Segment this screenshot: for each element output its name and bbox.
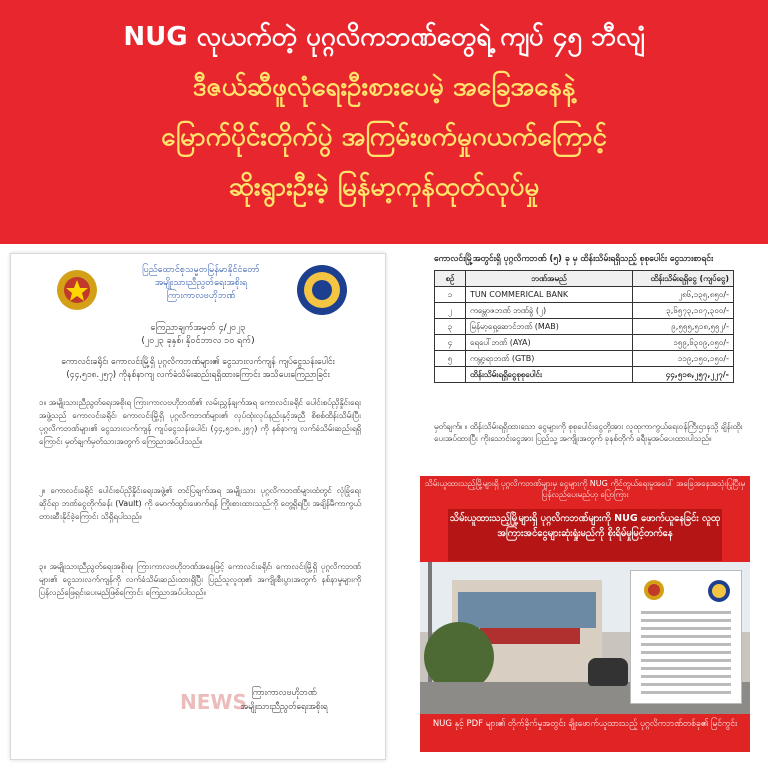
headline-line-4: ဆိုးရွားဦးမဲ့ မြန်မာ့ကုန်ထုတ်လုပ်မှု <box>228 172 540 202</box>
total-label: ထိန်းသိမ်းရရှိငွေစုစုပေါင်း <box>466 367 633 383</box>
bank-building-photo <box>420 562 750 714</box>
inset-document-thumbnail <box>630 570 742 704</box>
central-bank-seal-icon <box>296 264 348 316</box>
table-title: ကောလင်းမြို့အတွင်းရှိ ပုဂ္ဂလိကဘဏ် (၅) ခု မှ ထိန်းသိမ်းရရှိသည့် စုစုပေါင်း ငွေသားစာရင်း <box>434 254 714 264</box>
nug-announcement-document <box>10 253 386 760</box>
row-number: ၁ <box>435 287 466 303</box>
seizure-table <box>434 270 734 383</box>
bank-name: TUN COMMERICAL BANK <box>466 287 633 303</box>
table-header-row <box>435 271 734 287</box>
total-amount: ၄၄,၅၁၈,၂၅၇,၂၂၇/- <box>633 367 734 383</box>
news-bottom-caption: NUG နှင့် PDF များ၏ တိုက်ခိုက်မှုအတွင်း ချိုးဖောက်ယူထားသည့် ပုဂ္ဂလိကဘဏ်တစ်ခု၏ မြင်ကွင်း <box>432 719 738 729</box>
table-row <box>435 303 734 319</box>
state-emblem-icon <box>643 579 665 601</box>
amount: ၉,၅၅၅,၅၁၈,၅၅၂/- <box>633 319 734 335</box>
bank-name: ကမ္ဘောဇဘဏ် ဘဏ်ခွဲ (၂) <box>466 303 633 319</box>
news-watermark: NEWS <box>180 690 247 714</box>
paragraph-2: ၂။ ကောလင်းခရိုင် ပေါင်းစပ်ညှိနှိုင်းရေးအဖွဲ့၏ တင်ပြချက်အရ အမျိုးသား ပုဂ္ဂလိကဘဏ်များထံတွင် လုံခြုံရေးဆိုင်ရာ ဘဏ်ငွေတိုက်ခန်း (Vault) ကို မောက်ထွင်းဖောက်ရန် ကြိုးစားထားသည်ကို တွေ့ရှိရပြီး အချိန်မီကာကွယ်တားဆီးနိုင်ခဲ့ကြောင်း သိရှိရပါသည်။ <box>39 486 361 521</box>
amount: ၁၅၉,၆၃၀၉,၀၅၀/- <box>633 335 734 351</box>
table-row <box>435 319 734 335</box>
bank-name: မြန်မာ့ရှေ့ဆောင်ဘဏ် (MAB) <box>466 319 633 335</box>
row-number: ၄ <box>435 335 466 351</box>
paragraph-3: ၃။ အမျိုးသားညီညွတ်ရေးအစိုးရ၊ ကြားကာလဗဟိုဘဏ်အနေဖြင့် ကောလင်းခရိုင်၊ ကောလင်းမြို့ရှိ ပုဂ္ဂလိကဘဏ်များ၏ ငွေသားလက်ကျန်ကို လက်ခံသိမ်းဆည်းထားရှိပြီး ပြည်သူလူထု၏ အကျိုးစီးပွားအတွက် နစ်နာမှုများကို ပြန်လည်ဖြေရှင်းပေးမည်ဖြစ်ကြောင်း ကြေညာအပ်ပါသည်။ <box>39 562 361 597</box>
bank-name: ရေပေါ်ဘဏ် (AYA) <box>466 335 633 351</box>
row-number: ၃ <box>435 319 466 335</box>
amount: ၂၈၆,၁၃၅,၈၅၀/- <box>633 287 734 303</box>
empty-cell <box>435 367 466 383</box>
row-number: ၂ <box>435 303 466 319</box>
header-line: ကြားကာလဗဟိုဘဏ် <box>166 291 236 301</box>
table-row <box>435 335 734 351</box>
headline-line-3: မြောက်ပိုင်းတိုက်ပွဲ အကြမ်းဖက်မှုဂယက်ကြောင့် <box>161 122 607 152</box>
header-line: ပြည်ထောင်စုသမ္မတမြန်မာနိုင်ငံတော် <box>142 265 260 275</box>
column-header: ထိန်းသိမ်းရရှိငွေ (ကျပ်ငွေ) <box>633 271 734 287</box>
column-header: စဉ် <box>435 271 466 287</box>
table-row <box>435 351 734 367</box>
inset-text-lines <box>641 611 731 699</box>
bank-seizure-table-document <box>398 253 758 473</box>
row-number: ၅ <box>435 351 466 367</box>
table-row <box>435 287 734 303</box>
reference-number: ကြေညာချက်အမှတ် ၄/၂၀၂၃ <box>150 323 246 333</box>
central-bank-seal-icon <box>707 579 731 603</box>
headline-banner <box>0 0 768 244</box>
amount: ၃,၆၅၇၃,၁၀၇,၃၀၀/- <box>633 303 734 319</box>
document-subject: ကောလင်းခရိုင်၊ ကောလင်းမြို့ရှိ ပုဂ္ဂလိကဘဏ်များ၏ ငွေသားလက်ကျန် ကျပ်ငွေသန်းပေါင်း (၄၄,၅၁၈.၂၅၇) ကိုနစ်နာကျ လက်ခံသိမ်းဆည်းရရှိထားကြောင်း အသိပေးကြေညာခြင်း <box>61 357 335 380</box>
signature-line: အမျိုးသားညီညွတ်ရေးအစိုးရ <box>240 702 328 712</box>
bank-name: ကမ္ဘာ့ရာဘဏ် (GTB) <box>466 351 633 367</box>
amount: ၁၁၉,၁၅၀,၁၅၀/- <box>633 351 734 367</box>
table-total-row <box>435 367 734 383</box>
signature-line: ကြားကာလဗဟိုဘဏ် <box>251 688 317 698</box>
news-top-caption: သိမ်းယူထားသည့်မြို့များရှိ ပုဂ္ဂလိကဘဏ်များမှ ငွေများကို NUG ကိုင်တွယ်ရေးမှုအပေါ် အခြေအနေအသုံးပြုပြီးမှ ပြန်လည်ပေးမည်ဟု ပြောကြား <box>424 479 746 499</box>
building-windows <box>458 592 596 628</box>
table-note: မှတ်ချက်။ ။ ထိန်းသိမ်းရရှိထားသော ငွေများကို စုစုပေါင်းငွေတို့အား လူထုကာကွယ်ရေးဝန်ကြီးဌာနသို့ ချိန်းထိုးပေးအပ်ထားပြီး ကိုးသောင်းငွေအား ပြည်သူ့ အကျိုးအတွက် ခုနစ်တိုက် ခရီးမှုအပ်ပေးထားပါသည်။ <box>434 422 743 443</box>
header-line: အမျိုးသားညီညွတ်ရေးအစိုးရ <box>154 278 248 288</box>
column-header: ဘဏ်အမည် <box>466 271 633 287</box>
state-emblem-icon <box>55 268 99 312</box>
reference-date: (၂၀၂၃ ခုနှစ်၊ နိုဝင်ဘာလ ၁၀ ရက်) <box>141 336 255 346</box>
bank-signboard <box>480 628 580 644</box>
motorcycle <box>588 658 628 686</box>
headline-line-2: ဒီဇယ်ဆီဖူလုံရေးဦးစားပေမဲ့ အခြေအနေနဲ့ <box>192 72 576 102</box>
reference-block <box>11 322 385 348</box>
document-header <box>111 264 291 303</box>
headline-line-1: NUG လုယက်တဲ့ ပုဂ္ဂလိကဘဏ်တွေရဲ့ ကျပ် ၄၅ ဘီလျံ <box>123 22 645 52</box>
paragraph-1: ၁။ အမျိုးသားညီညွတ်ရေးအစိုးရ ကြားကာလဗဟိုဘဏ်၏ လမ်းညွှန်ချက်အရ ကောလင်းခရိုင် ပေါင်းစပ်ညှိနှိုင်းရေးအဖွဲ့သည် ကောလင်းခရိုင်၊ ကောလင်းမြို့ရှိ ပုဂ္ဂလိကဘဏ်များ၏ လုပ်ထုံးလုပ်နည်းနှင့်အညီ စိစစ်ထိန်းသိမ်းပြီး ပုဂ္ဂလိကဘဏ်များ၏ ငွေသားလက်ကျန် ကျပ်ငွေသန်းပေါင်း (၄၄,၅၁၈.၂၅၇) ကို နစ်နာကျ လက်ခံသိမ်းဆည်းရရှိကြောင်း မှတ်ချက်မှတ်သားအတွက် ကြေညာအပ်ပါသည်။ <box>39 398 361 446</box>
news-card <box>420 476 750 752</box>
news-headline: သိမ်းယူထားသည့်မြို့များရှိ ပုဂ္ဂလိကဘဏ်များကို NUG ဖောက်ယူနေခြင်း လူထုအကြားအင်ငွေများဆုံးရှုံးမည်ကို စိုးရိမ်မှုမြင့်တက်နေ <box>448 509 722 561</box>
